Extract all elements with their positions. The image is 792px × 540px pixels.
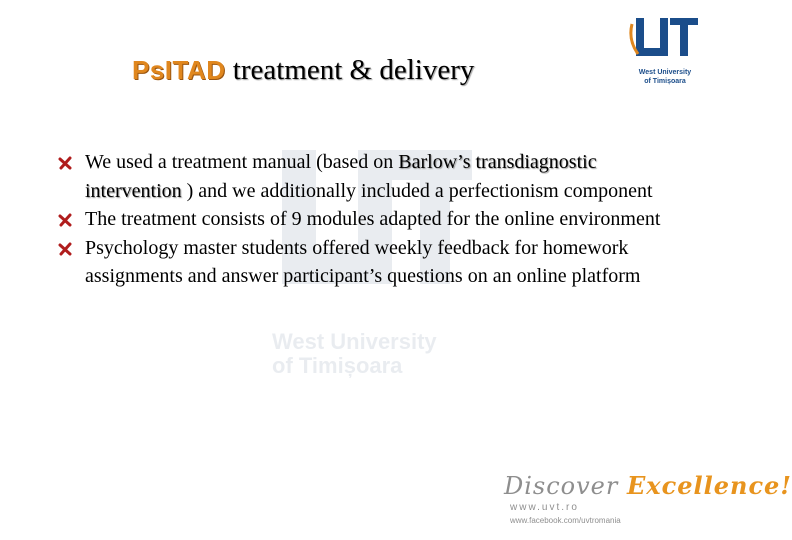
slogan: Discover Excellence! xyxy=(504,471,792,500)
footer-branding xyxy=(500,470,792,530)
bullet-item: Psychology master students offered weekly feedback for homework assignments and answer participant’s questions on an online platform xyxy=(58,234,698,291)
barlow-intervention-link[interactable]: Barlow’s transdiagnostic intervention xyxy=(85,151,597,202)
title-acronym: PsITAD xyxy=(132,55,226,85)
title-text: treatment & delivery xyxy=(232,54,475,86)
facebook-url: www.facebook.com/uvtromania xyxy=(510,516,621,525)
logo-caption: West University of Timișoara xyxy=(638,69,692,85)
bullet-list xyxy=(58,148,698,291)
watermark-text: West University of Timișoara xyxy=(272,329,437,378)
x-mark-icon xyxy=(58,242,72,256)
bullet-item: We used a treatment manual (based on Barlow’s transdiagnostic intervention ) and we additionally included a perfectionism component xyxy=(58,148,698,205)
university-logo xyxy=(622,14,708,96)
website-url: www.uvt.ro xyxy=(510,502,579,513)
uvt-logo-icon xyxy=(622,14,708,66)
x-mark-icon xyxy=(58,213,72,227)
x-mark-icon xyxy=(58,156,72,170)
bullet-item: The treatment consists of 9 modules adapted for the online environment xyxy=(58,205,698,234)
slide-title xyxy=(132,50,474,90)
